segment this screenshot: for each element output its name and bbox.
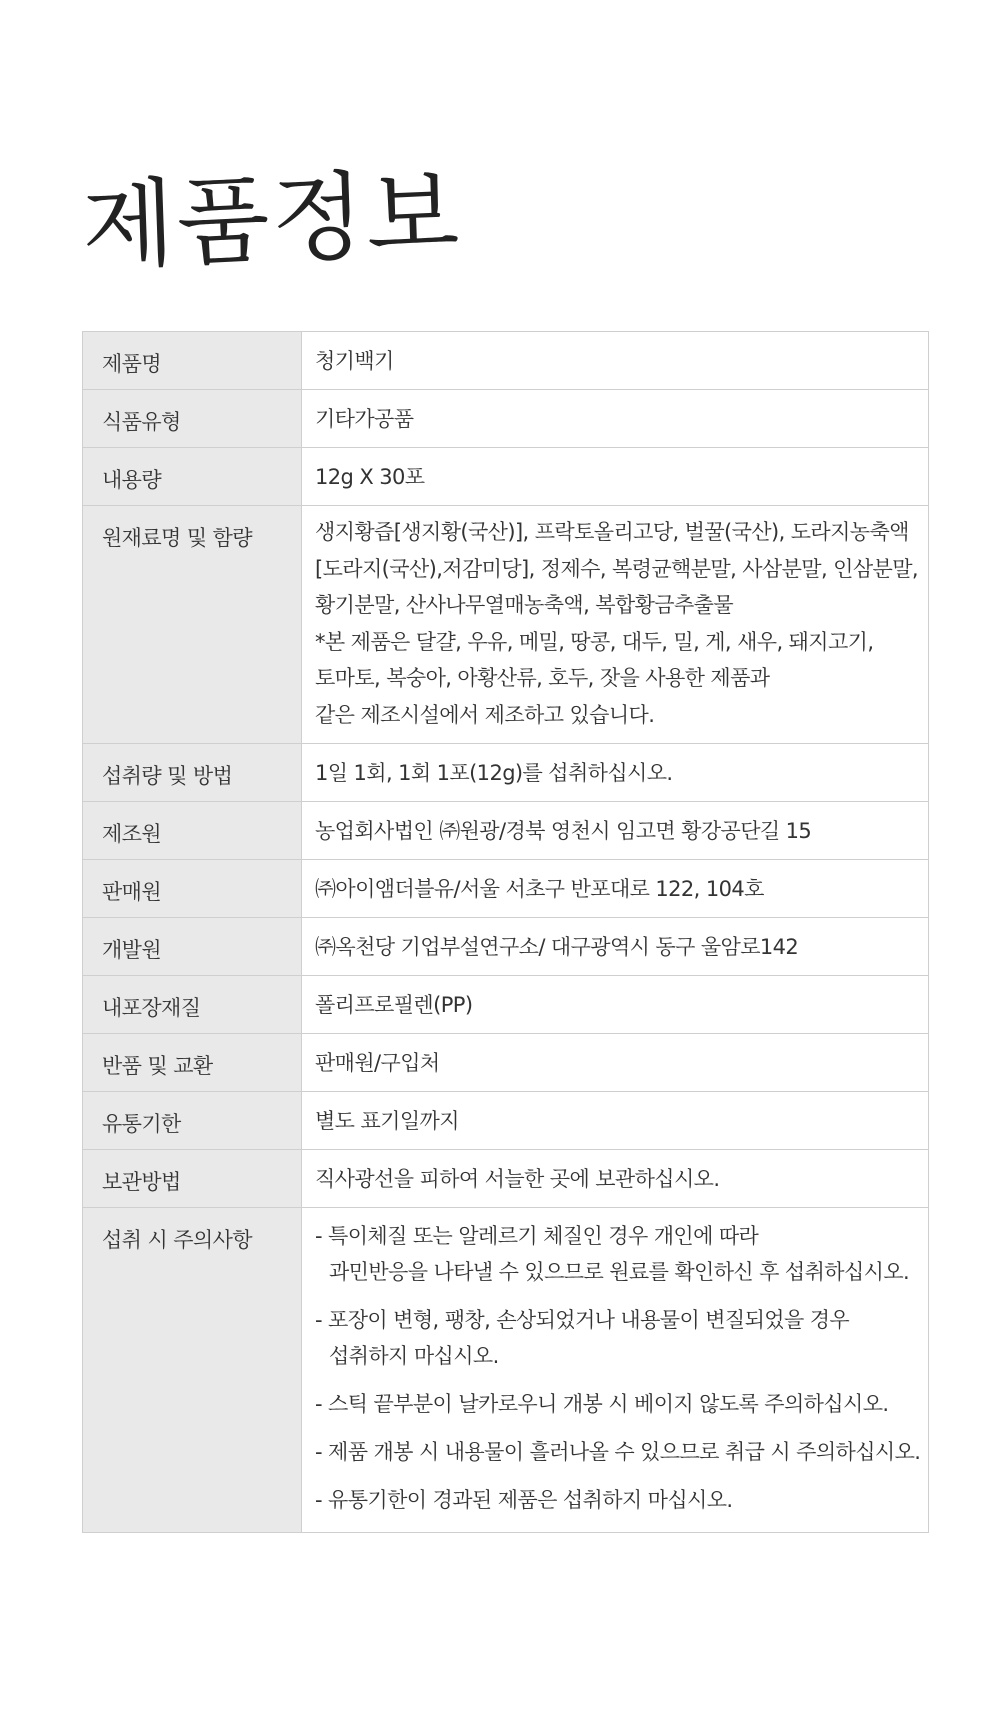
row-label: 제품명	[83, 332, 302, 390]
caution-item: - 특이체질 또는 알레르기 체질인 경우 개인에 따라 과민반응을 나타낼 수 있으므로 원료를 확인하신 후 섭취하십시오.	[315, 1224, 910, 1284]
ingredient-line: 생지황즙[생지황(국산)], 프락토올리고당, 벌꿀(국산), 도라지농축액	[315, 520, 909, 544]
table-row	[83, 390, 929, 448]
table-row	[83, 744, 929, 802]
table-row	[83, 918, 929, 976]
row-value	[302, 506, 929, 744]
table-row	[83, 860, 929, 918]
row-value: 별도 표기일까지	[302, 1092, 929, 1150]
row-value: 직사광선을 피하여 서늘한 곳에 보관하십시오.	[302, 1150, 929, 1208]
row-label: 원재료명 및 함량	[83, 506, 302, 744]
row-label: 내용량	[83, 448, 302, 506]
table-row	[83, 976, 929, 1034]
allergen-line: *본 제품은 달걀, 우유, 메밀, 땅콩, 대두, 밀, 게, 새우, 돼지고기,	[315, 629, 874, 654]
row-value	[302, 1208, 929, 1533]
row-label: 섭취 시 주의사항	[83, 1208, 302, 1533]
row-label: 반품 및 교환	[83, 1034, 302, 1092]
row-value: 12g X 30포	[302, 448, 929, 506]
row-label: 판매원	[83, 860, 302, 918]
row-value: 폴리프로필렌(PP)	[302, 976, 929, 1034]
table-row	[83, 1208, 929, 1533]
table-row	[83, 1150, 929, 1208]
row-value: 기타가공품	[302, 390, 929, 448]
allergen-line: 같은 제조시설에서 제조하고 있습니다.	[315, 702, 655, 727]
product-info-table	[82, 331, 929, 1533]
caution-item: - 유통기한이 경과된 제품은 섭취하지 마십시오.	[315, 1488, 733, 1512]
table-row	[83, 1034, 929, 1092]
row-label: 식품유형	[83, 390, 302, 448]
row-value: 청기백기	[302, 332, 929, 390]
table-row	[83, 448, 929, 506]
page-title: 제품정보	[80, 157, 463, 283]
allergen-line: 토마토, 복숭아, 아황산류, 호두, 잣을 사용한 제품과	[315, 666, 770, 690]
row-value: ㈜아이앰더블유/서울 서초구 반포대로 122, 104호	[302, 860, 929, 918]
table-row	[83, 332, 929, 390]
table-row	[83, 802, 929, 860]
row-label: 개발원	[83, 918, 302, 976]
caution-item: - 스틱 끝부분이 날카로우니 개봉 시 베이지 않도록 주의하십시오.	[315, 1392, 889, 1416]
caution-item: - 제품 개봉 시 내용물이 흘러나올 수 있으므로 취급 시 주의하십시오.	[315, 1440, 921, 1464]
row-label: 유통기한	[83, 1092, 302, 1150]
table-row	[83, 1092, 929, 1150]
ingredient-line: 황기분말, 산사나무열매농축액, 복합황금추출물	[315, 593, 734, 617]
table-row	[83, 506, 929, 744]
row-label: 보관방법	[83, 1150, 302, 1208]
row-value: 농업회사법인 ㈜원광/경북 영천시 임고면 황강공단길 15	[302, 802, 929, 860]
caution-item: - 포장이 변형, 팽창, 손상되었거나 내용물이 변질되었을 경우 섭취하지 마십시오.	[315, 1308, 850, 1368]
row-value: ㈜옥천당 기업부설연구소/ 대구광역시 동구 울암로142	[302, 918, 929, 976]
row-value: 1일 1회, 1회 1포(12g)를 섭취하십시오.	[302, 744, 929, 802]
row-label: 섭취량 및 방법	[83, 744, 302, 802]
ingredient-line: [도라지(국산),저감미당], 정제수, 복령균핵분말, 사삼분말, 인삼분말,	[315, 556, 918, 581]
row-label: 내포장재질	[83, 976, 302, 1034]
row-label: 제조원	[83, 802, 302, 860]
row-value: 판매원/구입처	[302, 1034, 929, 1092]
